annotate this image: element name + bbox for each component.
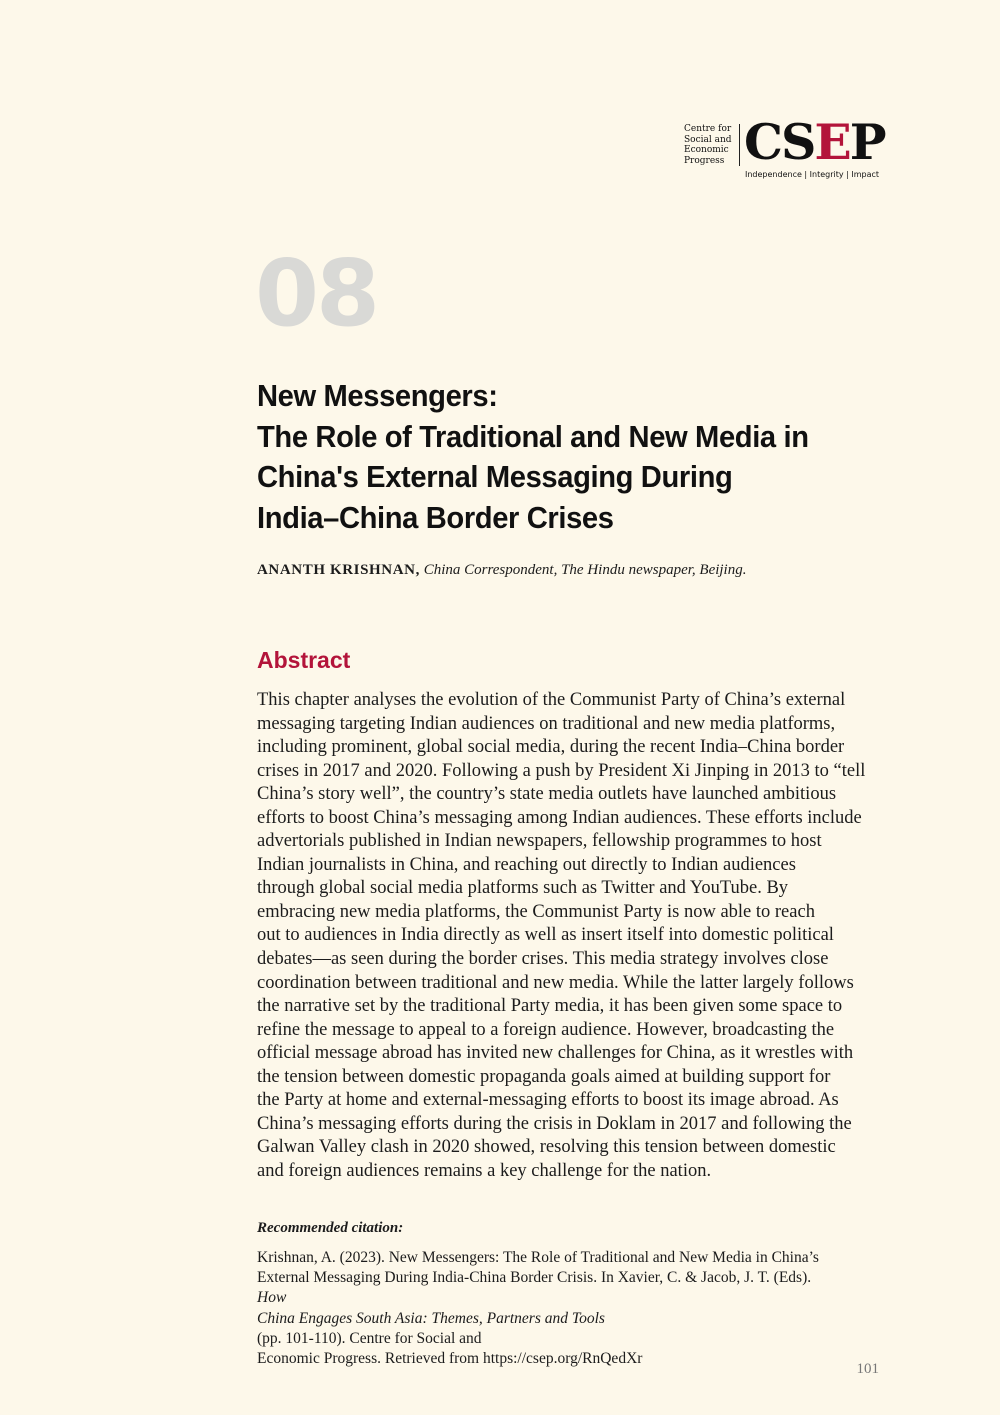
logo-wordmark: CSEP (744, 113, 885, 171)
abstract-line: the Party at home and external-messaging efforts to boost its image abroad. As (257, 1090, 839, 1111)
citation-line (257, 1309, 897, 1349)
logo-organization-name (684, 124, 736, 166)
abstract-line: messaging targeting Indian audiences on traditional and new media platforms, (257, 713, 836, 734)
abstract-line: advertorials published in Indian newspapers, fellowship programmes to host (257, 831, 822, 852)
abstract-body (257, 689, 897, 1183)
title-line: The Role of Traditional and New Media in (257, 418, 809, 454)
citation-book-title: How (257, 1289, 287, 1307)
citation-fragment: (pp. 101-110). Centre for Social and (257, 1329, 482, 1347)
citation-text (257, 1248, 897, 1369)
abstract-line: debates—as seen during the border crises. This media strategy involves close (257, 949, 829, 970)
abstract-line: and foreign audiences remains a key challenge for the nation. (257, 1160, 712, 1181)
logo-divider (739, 124, 740, 166)
citation-label: Recommended citation: (257, 1220, 404, 1236)
abstract-line: the narrative set by the traditional Party media, it has been given some space to (257, 996, 843, 1017)
author-name: ANANTH KRISHNAN, (257, 562, 420, 578)
citation-line: Krishnan, A. (2023). New Messengers: The Role of Traditional and New Media in China’s (257, 1249, 819, 1266)
author-affiliation: China Correspondent, The Hindu newspaper, Beijing. (423, 562, 747, 578)
abstract-line: coordination between traditional and new media. While the latter largely follows (257, 972, 854, 993)
logo-org-line: Progress (684, 155, 725, 166)
abstract-line: efforts to boost China’s messaging among Indian audiences. These efforts include (257, 807, 862, 828)
title-line: New Messengers: (257, 378, 498, 413)
title-line: China's External Messaging During (257, 459, 733, 494)
abstract-line: the tension between domestic propaganda goals aimed at building support for (257, 1066, 831, 1087)
logo-org-line: Centre for (684, 124, 732, 134)
abstract-line: Indian journalists in China, and reaching out directly to Indian audiences (257, 854, 796, 875)
abstract-line: China’s story well”, the country’s state media outlets have launched ambitious (257, 784, 837, 805)
csep-logo (684, 113, 885, 182)
citation-fragment: External Messaging During India-China Border Crisis. In Xavier, C. & Jacob, J. T. (Eds). (257, 1269, 812, 1287)
abstract-line: This chapter analyses the evolution of the Communist Party of China’s external (257, 690, 846, 710)
citation-book-title: China Engages South Asia: Themes, Partners and Tools (257, 1309, 605, 1327)
abstract-line: refine the message to appeal to a foreign audience. However, broadcasting the (257, 1019, 835, 1040)
chapter-number: 08 (255, 240, 378, 347)
logo-org-line: Economic (684, 145, 729, 155)
abstract-line: official message abroad has invited new challenges for China, as it wrestles with (257, 1043, 854, 1064)
abstract-line: crises in 2017 and 2020. Following a push by President Xi Jinping in 2013 to “tell (257, 760, 866, 781)
author-byline (257, 562, 897, 579)
abstract-line: including prominent, global social media, during the recent India–China border (257, 737, 845, 758)
abstract-heading: Abstract (257, 647, 351, 673)
chapter-title (257, 376, 859, 538)
page-number: 101 (856, 1361, 879, 1377)
abstract-line: embracing new media platforms, the Communist Party is now able to reach (257, 901, 815, 922)
citation-line: Economic Progress. Retrieved from https://csep.org/RnQedXr (257, 1350, 643, 1368)
abstract-line: Galwan Valley clash in 2020 showed, resolving this tension between domestic (257, 1137, 836, 1158)
citation-line (257, 1268, 897, 1308)
logo-tagline: Independence | Integrity | Impact (745, 170, 880, 179)
abstract-line: out to audiences in India directly as well as insert itself into domestic political (257, 925, 834, 946)
title-line: India–China Border Crises (257, 499, 614, 535)
abstract-line: through global social media platforms such as Twitter and YouTube. By (257, 878, 789, 899)
logo-org-line: Social and (684, 134, 732, 145)
abstract-line: China’s messaging efforts during the crisis in Doklam in 2017 and following the (257, 1113, 852, 1134)
